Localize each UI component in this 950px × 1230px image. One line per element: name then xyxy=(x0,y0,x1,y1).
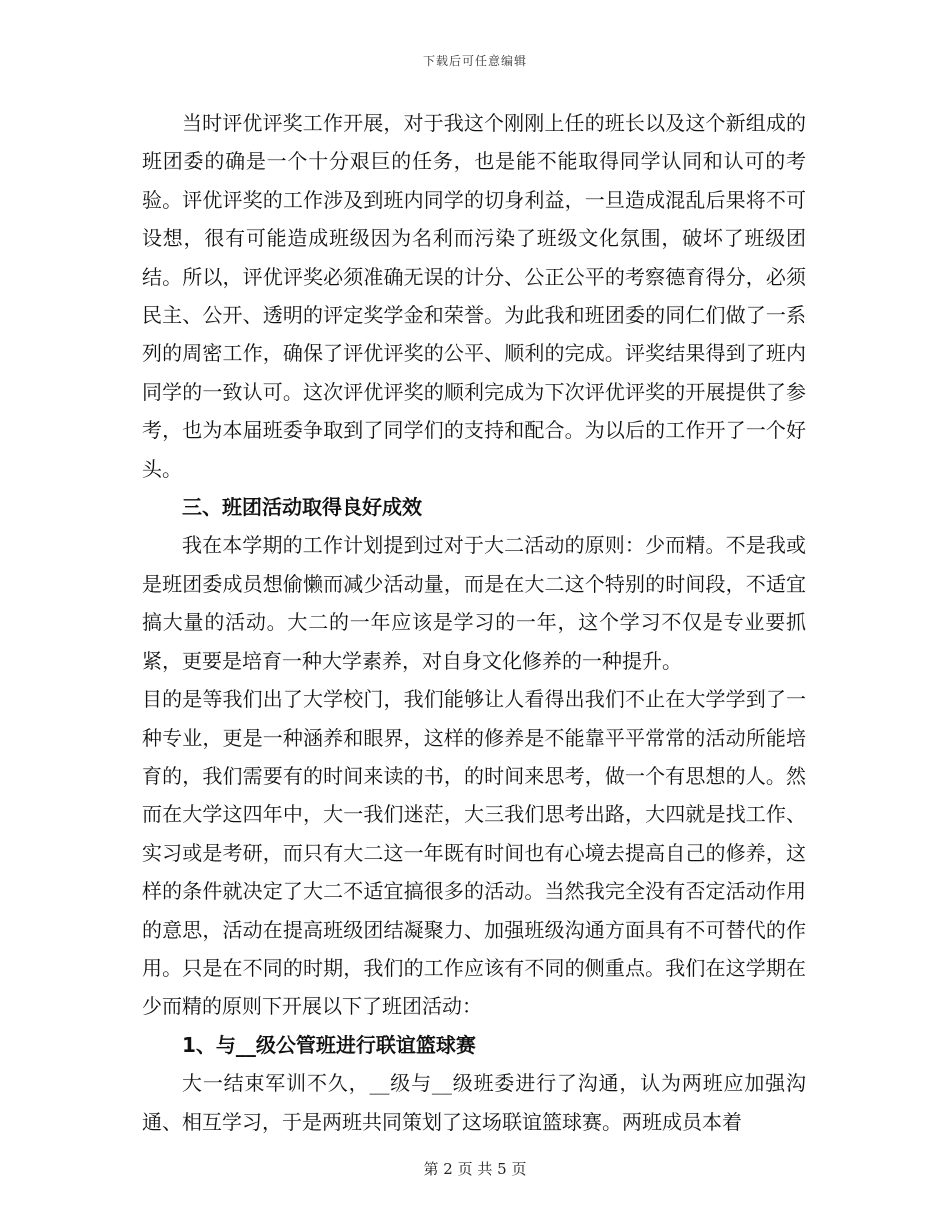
body-paragraph: 当时评优评奖工作开展，对于我这个刚刚上任的班长以及这个新组成的班团委的确是一个十分艰巨的任务，也是能不能取得同学认同和认可的考验。评优评奖的工作涉及到班内同学的切身利益，一旦造成混乱后果将不可设想，很有可能造成班级因为名利而污染了班级文化氛围，破坏了班级团结。所以，评优评奖必须准确无误的计分、公正公平的考察德育得分，必须民主、公开、透明的评定奖学金和荣誉。为此我和班团委的同仁们做了一系列的周密工作，确保了评优评奖的公平、顺利的完成。评奖结果得到了班内同学的一致认可。这次评优评奖的顺利完成为下次评优评奖的开展提供了参考，也为本届班委争取到了同学们的支持和配合。为以后的工作开了一个好头。 xyxy=(142,111,806,481)
page-header: 下载后可任意编辑 xyxy=(422,54,527,68)
body-paragraph: 目的是等我们出了大学校门，我们能够让人看得出我们不止在大学学到了一种专业，更是一种涵养和眼界，这样的修养是不能靠平平常常的活动所能培育的，我们需要有的时间来读的书，的时间来思考，做一个有思想的人。然而在大学这四年中，大一我们迷茫，大三我们思考出路，大四就是找工作、实习或是考研，而只有大二这一年既有时间也有心境去提高自己的修养，这样的条件就决定了大二不适宜搞很多的活动。当然我完全没有否定活动作用的意思，活动在提高班级团结凝聚力、加强班级沟通方面具有不可替代的作用。只是在不同的时期，我们的工作应该有不同的侧重点。我们在这学期在少而精的原则下开展以下了班团活动： xyxy=(142,687,806,1019)
body-paragraph: 我在本学期的工作计划提到过对于大二活动的原则：少而精。不是我或是班团委成员想偷懒而减少活动量，而是在大二这个特别的时间段，不适宜搞大量的活动。大二的一年应该是学习的一年，这个学习不仅是专业要抓紧，更要是培育一种大学素养，对自身文化修养的一种提升。 xyxy=(142,533,806,673)
page-number: 第 2 页 共 5 页 xyxy=(423,1160,527,1178)
body-paragraph: 大一结束军训不久，__级与__级班委进行了沟通，认为两班应加强沟通、相互学习，于是两班共同策划了这场联谊篮球赛。两班成员本着 xyxy=(142,1071,806,1134)
subsection-heading: 1、与__级公管班进行联谊篮球赛 xyxy=(182,1032,476,1057)
section-heading: 三、班团活动取得良好成效 xyxy=(182,495,422,520)
document-body xyxy=(142,104,806,1141)
